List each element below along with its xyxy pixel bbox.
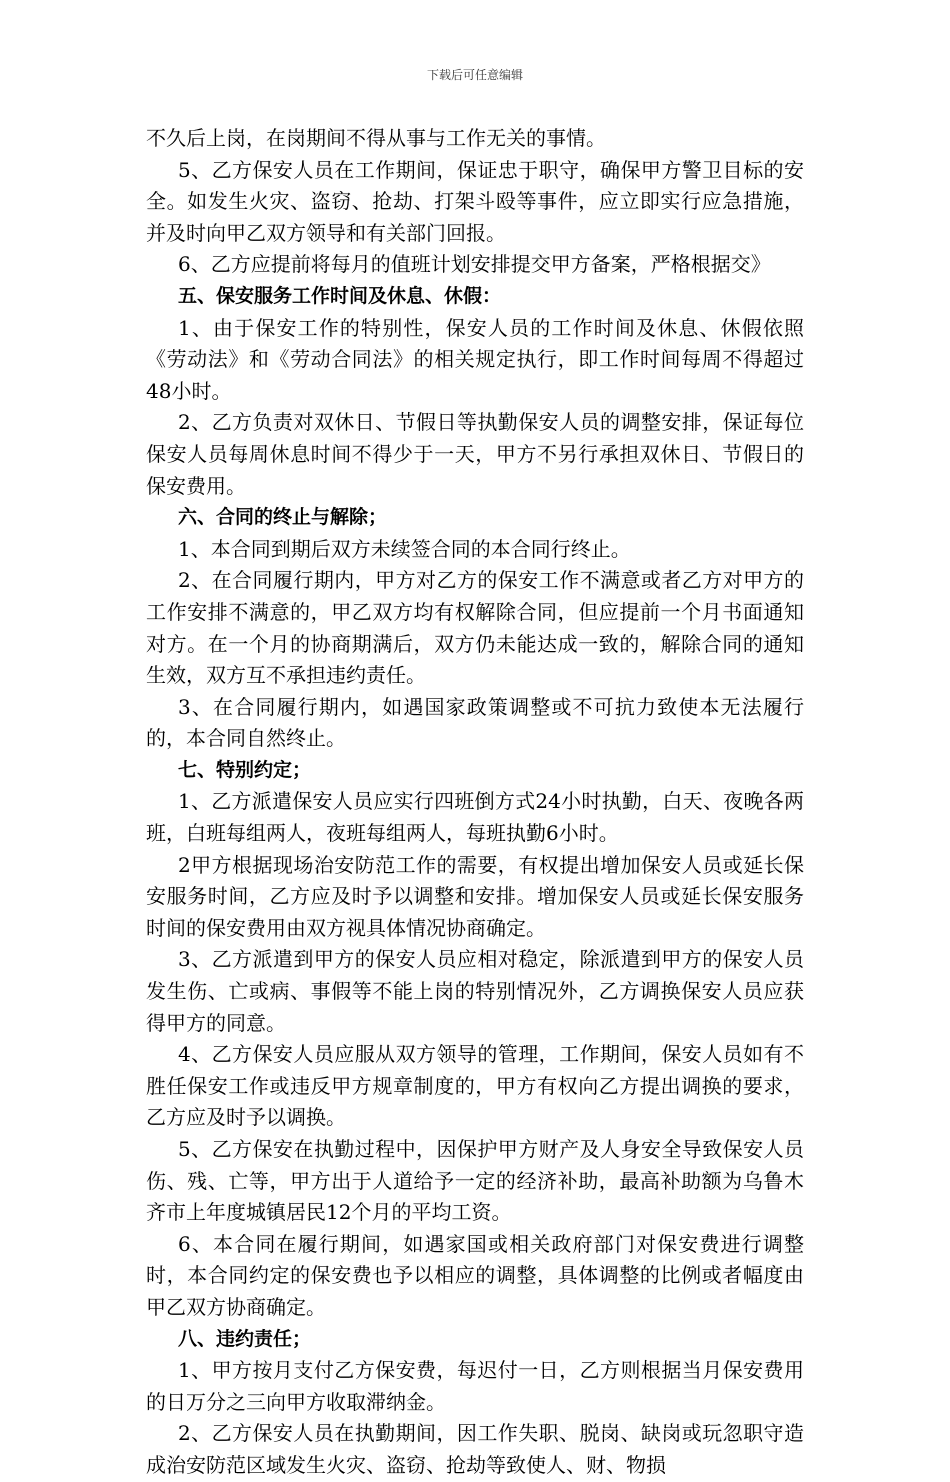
- paragraph: 6、乙方应提前将每月的值班计划安排提交甲方备案，严格根据交》: [178, 252, 771, 277]
- paragraph: 2、乙方保安人员在执勤期间，因工作失职、脱岗、缺岗或玩忽职守造成治安防范区域发生火灾、盗窃、抢劫等致使人、财、物损: [146, 1421, 804, 1477]
- section-heading: 八、违约责任；: [178, 1327, 312, 1350]
- paragraph: 6、本合同在履行期间，如遇家国或相关政府部门对保安费进行调整时，本合同约定的保安费也予以相应的调整，具体调整的比例或者幅度由甲乙双方协商确定。: [146, 1231, 804, 1319]
- paragraph: 2、乙方负责对双休日、节假日等执勤保安人员的调整安排，保证每位保安人员每周休息时间不得少于一天，甲方不另行承担双休日、节假日的保安费用。: [146, 410, 804, 498]
- section-heading: 六、合同的终止与解除；: [178, 506, 388, 529]
- document-body: [146, 123, 804, 1482]
- section-heading: 七、特别约定；: [178, 758, 312, 781]
- paragraph: 3、乙方派遣到甲方的保安人员应相对稳定，除派遣到甲方的保安人员发生伤、亡或病、事假等不能上岗的特别情况外，乙方调换保安人员应获得甲方的同意。: [146, 947, 804, 1035]
- paragraph: 5、乙方保安人员在工作期间，保证忠于职守，确保甲方警卫目标的安全。如发生火灾、盗窃、抢劫、打架斗殴等事件，应立即实行应急措施，并及时向甲乙双方领导和有关部门回报。: [146, 157, 804, 245]
- paragraph: 3、在合同履行期内，如遇国家政策调整或不可抗力致使本无法履行的，本合同自然终止。: [146, 694, 804, 751]
- paragraph: 1、由于保安工作的特别性，保安人员的工作时间及休息、休假依照《劳动法》和《劳动合同法》的相关规定执行，即工作时间每周不得超过48小时。: [146, 315, 804, 403]
- paragraph: 1、乙方派遣保安人员应实行四班倒方式24小时执勤，白天、夜晚各两班，白班每组两人，夜班每组两人，每班执勤6小时。: [146, 789, 804, 846]
- section-heading: 五、保安服务工作时间及休息、休假：: [178, 284, 502, 307]
- paragraph: 4、乙方保安人员应服从双方领导的管理，工作期间，保安人员如有不胜任保安工作或违反甲方规章制度的，甲方有权向乙方提出调换的要求，乙方应及时予以调换。: [146, 1042, 804, 1130]
- paragraph: 1、本合同到期后双方未续签合同的本合同行终止。: [178, 536, 631, 561]
- paragraph: 5、乙方保安在执勤过程中，因保护甲方财产及人身安全导致保安人员伤、残、亡等，甲方出于人道给予一定的经济补助，最高补助额为乌鲁木齐市上年度城镇居民12个月的平均工资。: [146, 1137, 804, 1225]
- page-header: 下载后可任意编辑: [426, 68, 523, 82]
- paragraph: 2甲方根据现场治安防范工作的需要，有权提出增加保安人员或延长保安服务时间，乙方应及时予以调整和安排。增加保安人员或延长保安服务时间的保安费用由双方视具体情况协商确定。: [146, 852, 804, 940]
- paragraph: 不久后上岗，在岗期间不得从事与工作无关的事情。: [146, 126, 606, 150]
- paragraph: 2、在合同履行期内，甲方对乙方的保安工作不满意或者乙方对甲方的工作安排不满意的，甲乙双方均有权解除合同，但应提前一个月书面通知对方。在一个月的协商期满后，双方仍未能达成一致的，解除合同的通知生效，双方互不承担违约责任。: [146, 568, 804, 688]
- paragraph: 1、甲方按月支付乙方保安费，每迟付一日，乙方则根据当月保安费用的日万分之三向甲方收取滞纳金。: [146, 1358, 804, 1414]
